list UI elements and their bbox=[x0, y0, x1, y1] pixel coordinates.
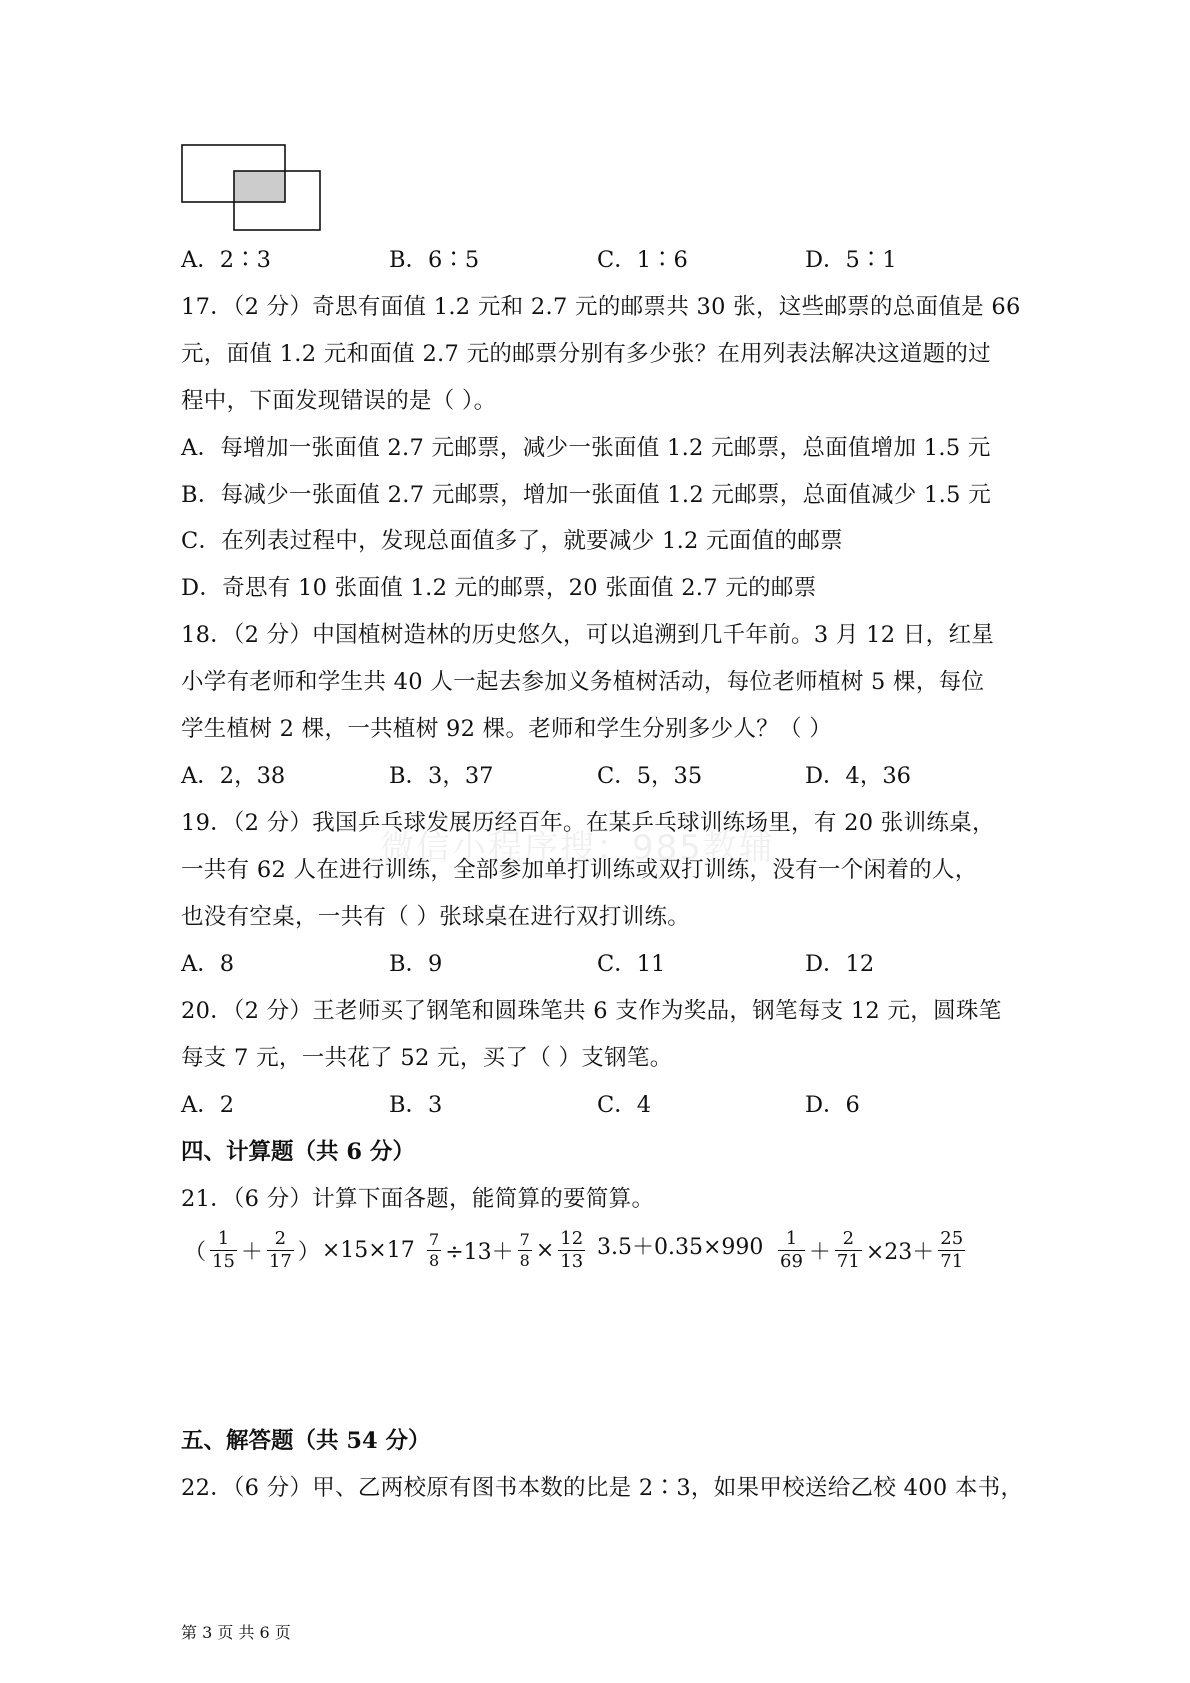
expression-tail: ×15×17 bbox=[321, 1238, 415, 1263]
q18-option-d: D．4，36 bbox=[805, 763, 911, 789]
denominator: 71 bbox=[940, 1251, 964, 1272]
q19-option-b: B．9 bbox=[389, 951, 443, 977]
expression-text: 3.5＋0.35×990 bbox=[597, 1235, 764, 1260]
q17-option-a: A．每增加一张面值 2.7 元邮票，减少一张面值 1.2 元邮票，总面值增加 1.5 元 bbox=[181, 435, 991, 461]
numerator: 2 bbox=[842, 1228, 855, 1249]
fraction bbox=[518, 1232, 532, 1269]
expression-middle: ÷13＋ bbox=[445, 1240, 514, 1265]
denominator: 17 bbox=[268, 1251, 292, 1272]
q19-option-a: A．8 bbox=[181, 951, 235, 977]
denominator: 8 bbox=[429, 1251, 440, 1270]
q18-option-b: B．3，37 bbox=[389, 763, 494, 789]
q21-expression-1 bbox=[183, 1230, 416, 1271]
fraction bbox=[558, 1230, 585, 1271]
q17-option-d: D．奇思有 10 张面值 1.2 元的邮票，20 张面值 2.7 元的邮票 bbox=[181, 575, 817, 601]
overlap-shaded-region bbox=[234, 171, 285, 202]
page-footer: 第 3 页 共 6 页 bbox=[181, 1623, 291, 1642]
q16-option-c: C．1∶6 bbox=[597, 247, 688, 273]
fraction bbox=[835, 1230, 862, 1271]
times-sign: × bbox=[535, 1238, 555, 1263]
q21-expression-3 bbox=[596, 1230, 764, 1261]
q20-option-a: A．2 bbox=[181, 1092, 235, 1118]
q17-option-b: B．每减少一张面值 2.7 元邮票，增加一张面值 1.2 元邮票，总面值减少 1.5 元 bbox=[181, 482, 991, 508]
fraction bbox=[210, 1230, 237, 1271]
close-paren: ） bbox=[297, 1240, 320, 1265]
plus-sign: ＋ bbox=[808, 1240, 831, 1265]
q18-option-a: A．2，38 bbox=[181, 763, 286, 789]
q17-text-line-1: 17．（2 分）奇思有面值 1.2 元和 2.7 元的邮票共 30 张，这些邮票的总面值是 66 bbox=[181, 294, 1021, 320]
q19-option-d: D．12 bbox=[805, 951, 875, 977]
denominator: 15 bbox=[212, 1251, 235, 1272]
q18-text-line-2: 小学有老师和学生共 40 人一起去参加义务植树活动，每位老师植树 5 棵，每位 bbox=[181, 669, 985, 695]
numerator: 2 bbox=[274, 1228, 287, 1249]
expression-middle: ×23＋ bbox=[865, 1240, 935, 1265]
q19-text-line-3: 也没有空桌，一共有（ ）张球桌在进行双打训练。 bbox=[181, 904, 691, 930]
numerator: 1 bbox=[217, 1228, 230, 1249]
fraction bbox=[267, 1230, 294, 1271]
q19-option-c: C．11 bbox=[597, 951, 666, 977]
numerator: 1 bbox=[785, 1228, 798, 1249]
denominator: 8 bbox=[519, 1251, 530, 1270]
fraction bbox=[778, 1230, 805, 1271]
numerator: 7 bbox=[519, 1230, 530, 1249]
numerator: 12 bbox=[560, 1228, 584, 1249]
section-4-heading: 四、计算题（共 6 分） bbox=[181, 1139, 415, 1165]
plus-sign: ＋ bbox=[240, 1240, 263, 1265]
numerator: 7 bbox=[429, 1230, 440, 1249]
fraction bbox=[427, 1232, 441, 1269]
q17-option-c: C．在列表过程中，发现总面值多了，就要减少 1.2 元面值的邮票 bbox=[181, 528, 843, 554]
fraction bbox=[938, 1230, 965, 1271]
q16-option-d: D．5∶1 bbox=[805, 247, 897, 273]
q21-text-line: 21．（6 分）计算下面各题，能简算的要简算。 bbox=[181, 1186, 655, 1212]
overlapping-rectangles-figure bbox=[181, 144, 321, 232]
q17-text-line-2: 元，面值 1.2 元和面值 2.7 元的邮票分别有多少张？在用列表法解决这道题的过 bbox=[181, 341, 991, 367]
q16-option-a: A．2∶3 bbox=[181, 247, 271, 273]
q19-text-line-1: 19．（2 分）我国乒乓球发展历经百年。在某乒乓球训练场里，有 20 张训练桌， bbox=[181, 810, 995, 836]
q20-text-line-2: 每支 7 元，一共花了 52 元，买了（ ）支钢笔。 bbox=[181, 1045, 673, 1071]
denominator: 71 bbox=[836, 1251, 860, 1272]
denominator: 13 bbox=[560, 1251, 584, 1272]
q17-text-line-3: 程中，下面发现错误的是（ ）。 bbox=[181, 388, 497, 414]
numerator: 25 bbox=[940, 1228, 964, 1249]
q20-option-c: C．4 bbox=[597, 1092, 652, 1118]
q18-option-c: C．5，35 bbox=[597, 763, 703, 789]
watermark: 微信小程序搜：985教辅 bbox=[380, 828, 775, 868]
q20-text-line-1: 20．（2 分）王老师买了钢笔和圆珠笔共 6 支作为奖品，钢笔每支 12 元，圆珠笔 bbox=[181, 998, 1002, 1024]
denominator: 69 bbox=[780, 1251, 803, 1272]
q18-text-line-3: 学生植树 2 棵，一共植树 92 棵。老师和学生分别多少人？（ ） bbox=[181, 716, 833, 742]
q21-expression-2 bbox=[424, 1230, 588, 1271]
q20-option-d: D．6 bbox=[805, 1092, 860, 1118]
open-paren: （ bbox=[184, 1240, 207, 1265]
q21-expression-4 bbox=[775, 1230, 968, 1271]
q16-option-b: B．6∶5 bbox=[389, 247, 480, 273]
q19-text-line-2: 一共有 62 人在进行训练，全部参加单打训练或双打训练，没有一个闲着的人， bbox=[181, 857, 978, 883]
q22-text-line: 22．（6 分）甲、乙两校原有图书本数的比是 2∶3，如果甲校送给乙校 400 本书， bbox=[181, 1475, 1024, 1501]
q20-option-b: B．3 bbox=[389, 1092, 443, 1118]
section-5-heading: 五、解答题（共 54 分） bbox=[181, 1428, 431, 1454]
q18-text-line-1: 18．（2 分）中国植树造林的历史悠久，可以追溯到几千年前。3 月 12 日，红星 bbox=[181, 622, 995, 648]
